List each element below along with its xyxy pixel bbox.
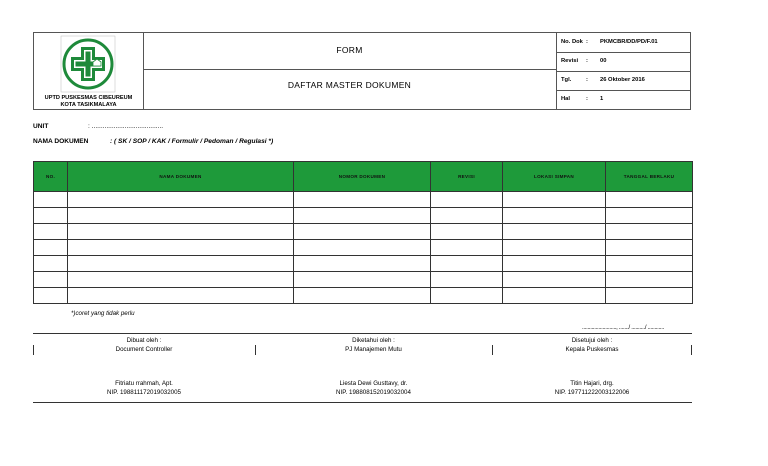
meta-row-tanggal (556, 71, 690, 91)
signatory-nip: NIP. 198808152019032004 (336, 389, 411, 396)
document-meta (556, 33, 690, 109)
meta-value: 1 (600, 96, 604, 102)
table-cell (294, 208, 431, 224)
signature-role: Disetujui oleh : (571, 337, 613, 344)
table-cell (294, 192, 431, 208)
table-cell (503, 240, 606, 256)
table-cell (503, 192, 606, 208)
table-cell (294, 288, 431, 304)
unit-label: UNIT (33, 123, 49, 130)
unit-value: : ....................................... (88, 123, 164, 130)
signature-title: PJ Manajemen Mutu (345, 346, 402, 353)
table-cell (34, 256, 68, 272)
logo-cell (34, 33, 144, 109)
column-header: NOMOR DOKUMEN (294, 162, 431, 192)
footnote: *)coret yang tidak perlu (71, 310, 135, 317)
table-cell (294, 240, 431, 256)
meta-value: PKMCBR/DD/PD/F.01 (600, 39, 658, 45)
column-header: NO. (34, 162, 68, 192)
signature-block-creator (33, 334, 255, 402)
title-cell (143, 33, 557, 109)
table-cell (431, 208, 503, 224)
meta-colon: : (586, 96, 588, 102)
signatory-name: Liesta Dewi Gusttavy, dr. (339, 380, 408, 387)
meta-value: 26 Oktober 2016 (600, 77, 645, 83)
table-cell (431, 272, 503, 288)
org-name-line1: UPTD PUSKESMAS CIBEUREUM (44, 95, 133, 101)
table-body (34, 192, 693, 304)
signatory-name: Titin Hajari, drg. (570, 380, 614, 387)
meta-colon: : (586, 58, 588, 64)
meta-row-hal (556, 90, 690, 109)
table-cell (68, 272, 294, 288)
table-cell (503, 288, 606, 304)
table-cell (606, 224, 693, 240)
nama-dokumen-value: : ( SK / SOP / KAK / Formulir / Pedoman / Regulasi *) (110, 138, 274, 145)
table-cell (431, 240, 503, 256)
table-cell (606, 256, 693, 272)
table-cell (503, 224, 606, 240)
column-header: TANGGAL BERLAKU (606, 162, 693, 192)
table-cell (68, 256, 294, 272)
meta-key: Hal (561, 96, 571, 102)
table-cell (606, 192, 693, 208)
table-cell (34, 208, 68, 224)
table-cell (606, 208, 693, 224)
signature-block-approver (492, 334, 692, 402)
table-cell (68, 240, 294, 256)
title-divider (143, 69, 556, 70)
table-row (34, 240, 693, 256)
table-cell (503, 208, 606, 224)
table-cell (431, 288, 503, 304)
meta-row-revisi (556, 52, 690, 72)
signature-role: Dibuat oleh : (126, 337, 162, 344)
table-cell (68, 192, 294, 208)
master-document-table (33, 161, 693, 304)
signature-separator (691, 345, 692, 355)
table-row (34, 272, 693, 288)
table-cell (431, 256, 503, 272)
meta-colon: : (586, 39, 588, 45)
document-title: DAFTAR MASTER DOKUMEN (287, 80, 412, 90)
meta-key: No. Dok (561, 39, 583, 45)
table-cell (503, 256, 606, 272)
signature-title: Document Controller (115, 346, 173, 353)
table-cell (68, 288, 294, 304)
meta-row-no-dok (556, 33, 690, 53)
signature-block-acknowledger (255, 334, 492, 402)
meta-key: Tgl. (561, 77, 572, 83)
column-header: LOKASI SIMPAN (503, 162, 606, 192)
table-cell (34, 192, 68, 208)
meta-key: Revisi (561, 58, 579, 64)
table-cell (294, 272, 431, 288)
table-cell (503, 272, 606, 288)
date-line: ........................., ......./ ........../ ............ (582, 325, 665, 331)
meta-value: 00 (600, 58, 607, 64)
table-row (34, 288, 693, 304)
table-row (34, 192, 693, 208)
document-header (33, 32, 691, 110)
table-cell (606, 288, 693, 304)
signatory-nip: NIP. 197711222003122006 (554, 389, 630, 396)
signature-role: Diketahui oleh : (352, 337, 395, 344)
signature-section (33, 333, 692, 403)
table-cell (294, 256, 431, 272)
table-cell (431, 192, 503, 208)
signatory-name: Fitriatu rrahmah, Apt. (115, 380, 173, 387)
table-cell (68, 208, 294, 224)
column-header: REVISI (431, 162, 503, 192)
table-cell (34, 240, 68, 256)
table-header-row (34, 162, 693, 192)
table-cell (431, 224, 503, 240)
table-cell (606, 240, 693, 256)
table-row (34, 208, 693, 224)
table-cell (294, 224, 431, 240)
table-cell (606, 272, 693, 288)
org-name-line2: KOTA TASIKMALAYA (60, 101, 117, 108)
form-label: FORM (336, 45, 363, 55)
puskesmas-logo (60, 35, 116, 93)
nama-dokumen-label: NAMA DOKUMEN (33, 138, 89, 145)
table-cell (34, 288, 68, 304)
signatory-nip: NIP. 198811172019032005 (107, 389, 181, 396)
table-row (34, 224, 693, 240)
meta-colon: : (586, 77, 588, 83)
column-header: NAMA DOKUMEN (68, 162, 294, 192)
table-row (34, 256, 693, 272)
table-cell (68, 224, 294, 240)
table-cell (34, 224, 68, 240)
organization-name (34, 95, 143, 108)
signature-title: Kepala Puskesmas (565, 346, 619, 353)
table-cell (34, 272, 68, 288)
